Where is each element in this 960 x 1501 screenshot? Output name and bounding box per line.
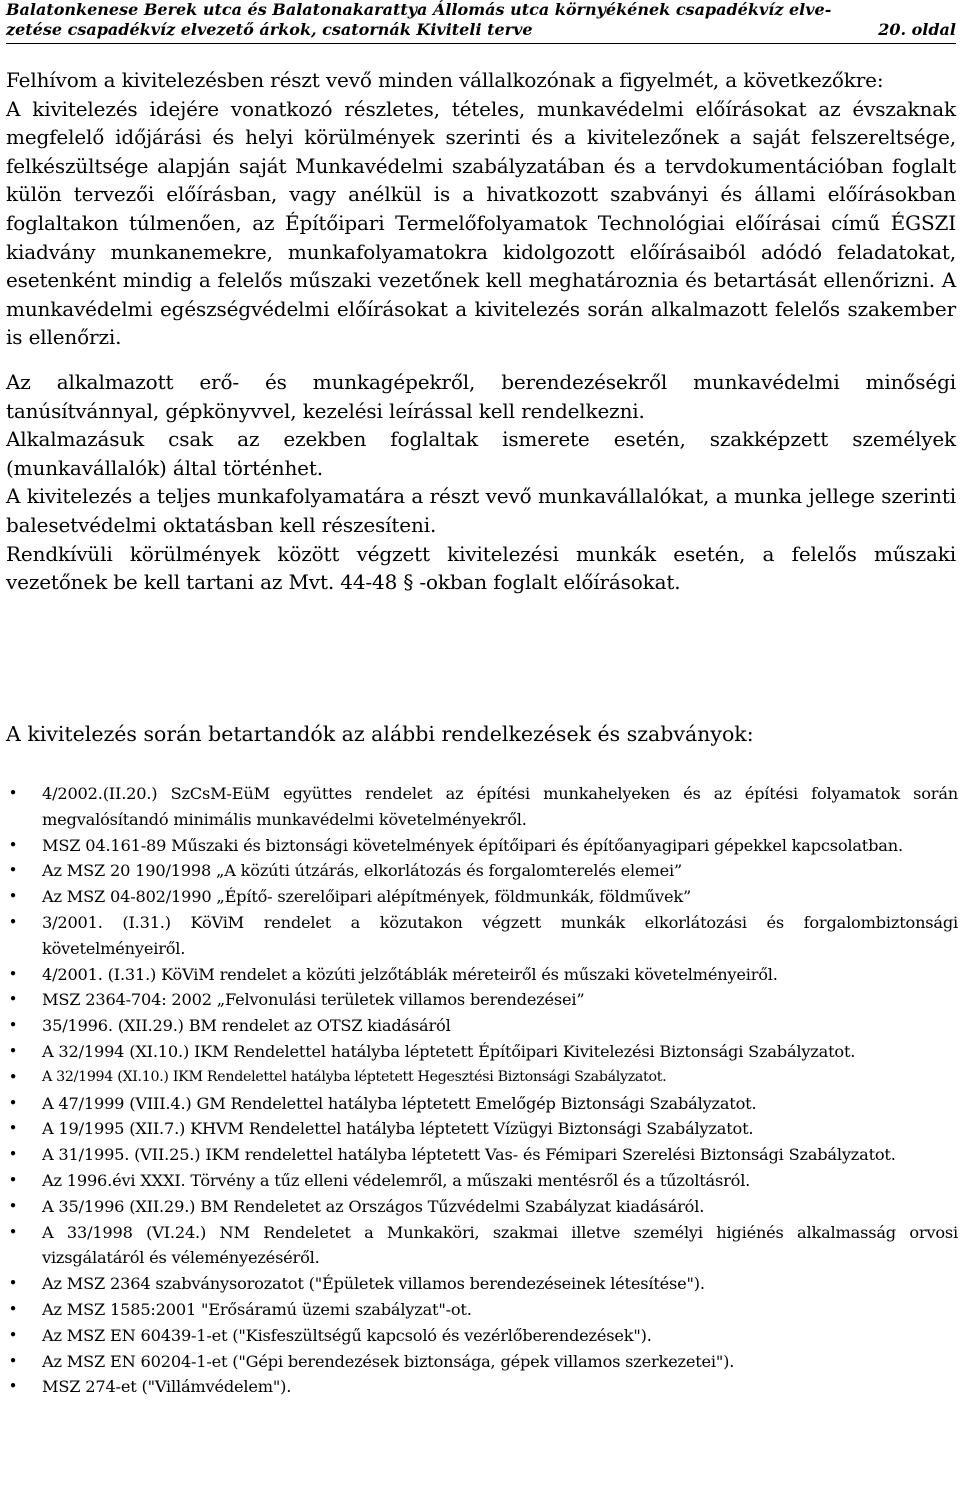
list-item: • 3/2001. (I.31.) KöViM rendelet a közutakon végzett munkák elkorlátozási és forgalombiztonsági követelményeiről. (0, 910, 958, 962)
list-item: • A 32/1994 (XI.10.) IKM Rendelettel hatályba léptetett Építőipari Kivitelezési Biztonsági Szabályzatot. (0, 1039, 958, 1065)
list-item: • A 35/1996 (XII.29.) BM Rendeletet az Országos Tűzvédelmi Szabályzat kiadásáról. (0, 1194, 958, 1220)
list-item: • A 31/1995. (VII.25.) IKM rendelettel hatályba léptetett Vas- és Fémipari Szerelési Biztonsági Szabályzatot. (0, 1142, 958, 1168)
bullet-icon: • (8, 1351, 18, 1370)
list-item: • A 47/1999 (VIII.4.) GM Rendelettel hatályba léptetett Emelőgép Biztonsági Szabályzatot. (0, 1091, 958, 1117)
header-title-line2-row (6, 20, 956, 40)
list-item: • MSZ 2364-704: 2002 „Felvonulási területek villamos berendezései” (0, 987, 958, 1013)
standards-list (0, 781, 958, 1400)
list-item: • Az MSZ 2364 szabványsorozatot ("Épületek villamos berendezéseinek létesítése"). (0, 1271, 958, 1297)
list-item: • 4/2002.(II.20.) SzCsM-EüM együttes rendelet az építési munkahelyeken és az építési folyamatok során megvalósítandó minimális munkavédelmi követelményekről. (0, 781, 958, 833)
list-item: • MSZ 274-et ("Villámvédelem"). (0, 1374, 958, 1400)
list-item: • Az MSZ 20 190/1998 „A közúti útzárás, elkorlátozás és forgalomterelés elemei” (0, 858, 958, 884)
bullet-icon: • (8, 835, 18, 854)
bullet-icon: • (8, 912, 18, 931)
bullet-icon: • (8, 861, 18, 880)
list-item: • Az MSZ EN 60439-1-et ("Kisfeszültségű kapcsoló és vezérlőberendezések"). (0, 1323, 958, 1349)
bullet-icon: • (8, 1145, 18, 1164)
paragraph-training: A kivitelezés a teljes munkafolyamatára a részt vevő munkavállalókat, a munka jellege szerinti balesetvédelmi oktatásban kell részesíteni. (6, 484, 956, 537)
bullet-icon: • (8, 1041, 18, 1060)
bullet-icon: • (8, 1274, 18, 1293)
list-item: • Az MSZ EN 60204-1-et ("Gépi berendezések biztonsága, gépek villamos szerkezetei"). (0, 1349, 958, 1375)
list-item: • 35/1996. (XII.29.) BM rendelet az OTSZ kiadásáról (0, 1013, 958, 1039)
list-item: • Az MSZ 1585:2001 "Erősáramú üzemi szabályzat"-ot. (0, 1297, 958, 1323)
standards-heading: A kivitelezés során betartandók az alábbi rendelkezések és szabványok: (6, 722, 754, 746)
bullet-icon: • (8, 1196, 18, 1215)
bullet-icon: • (8, 784, 18, 802)
paragraph-intro: Felhívom a kivitelezésben részt vevő minden vállalkozónak a figyelmét, a következőkre: (6, 68, 884, 92)
bullet-icon: • (8, 1377, 18, 1396)
header-title-line1: Balatonkenese Berek utca és Balatonakarattya Állomás utca környékének csapadékvíz elve- (6, 0, 832, 19)
page-header (6, 0, 956, 40)
bullet-icon: • (8, 964, 18, 983)
bullet-icon: • (8, 1016, 18, 1035)
list-item: • A 19/1995 (XII.7.) KHVM Rendelettel hatályba léptetett Vízügyi Biztonsági Szabályzatot. (0, 1116, 958, 1142)
list-item: • 4/2001. (I.31.) KöViM rendelet a közúti jelzőtáblák méreteiről és műszaki követelményeiről. (0, 962, 958, 988)
bullet-icon: • (8, 1067, 18, 1086)
list-item: • Az 1996.évi XXXI. Törvény a tűz elleni védelemről, a műszaki mentésről és a tűzoltásról. (0, 1168, 958, 1194)
bullet-icon: • (8, 1222, 18, 1241)
list-item: • MSZ 04.161-89 Műszaki és biztonsági követelmények építőipari és építőanyagipari gépekkel kapcsolatban. (0, 833, 958, 859)
header-divider (6, 43, 956, 44)
bullet-icon: • (8, 1325, 18, 1344)
header-title-line2: zetése csapadékvíz elvezető árkok, csatornák Kiviteli terve (6, 20, 533, 39)
bullet-icon: • (8, 1299, 18, 1318)
body-text (6, 66, 956, 597)
list-item: • Az MSZ 04-802/1990 „Építő- szerelőipari alépítmények, földmunkák, földművek” (0, 884, 958, 910)
bullet-icon: • (8, 1119, 18, 1138)
paragraph-usage: Alkalmazásuk csak az ezekben foglaltak ismerete esetén, szakképzett személyek (munkavállalók) által történhet. (6, 427, 956, 480)
list-item: • A 32/1994 (XI.10.) IKM Rendelettel hatályba léptetett Hegesztési Biztonsági Szabályzatot. (0, 1065, 958, 1091)
bullet-icon: • (8, 990, 18, 1009)
bullet-icon: • (8, 887, 18, 906)
bullet-icon: • (8, 1170, 18, 1189)
bullet-icon: • (8, 1093, 18, 1112)
page-number: 20. oldal (878, 20, 956, 39)
paragraph-extraordinary: Rendkívüli körülmények között végzett kivitelezési munkák esetén, a felelős műszaki vezetőnek be kell tartani az Mvt. 44-48 § -okban foglalt előírásokat. (6, 541, 956, 595)
paragraph-safety-rules: A kivitelezés idejére vonatkozó részletes, tételes, munkavédelmi előírásokat az évszaknak megfelelő időjárási és helyi körülmények szerinti és a kivitelezőnek a saját felszereltsége, felkészültsége alapján saját Munkavédelmi szabályzatában és a tervdokumentációban foglalt külön tervezői előírásban, vagy anélkül is a hivatkozott szabványi és állami előírásokban foglaltakon túlmenően, az Építőipari Termelőfolyamatok Technológiai előírásai című ÉGSZI kiadvány munkanemekre, munkafolyamatokra kidolgozott előírásaiból adódó feladatokat, esetenként mindig a felelős műszaki vezetőnek kell meghatároznia és betartását ellenőrizni. A munkavédelmi egészségvédelmi előírásokat a kivitelezés során alkalmazott felelős szakember is ellenőrzi. (6, 96, 956, 350)
paragraph-machinery: Az alkalmazott erő- és munkagépekről, berendezésekről munkavédelmi minőségi tanúsítvánnyal, gépkönyvvel, kezelési leírással kell rendelkezni. (6, 369, 956, 423)
list-item: • A 33/1998 (VI.24.) NM Rendeletet a Munkaköri, szakmai illetve személyi higiénés alkalmasság orvosi vizsgálatáról és véleményezéséről. (0, 1220, 958, 1272)
